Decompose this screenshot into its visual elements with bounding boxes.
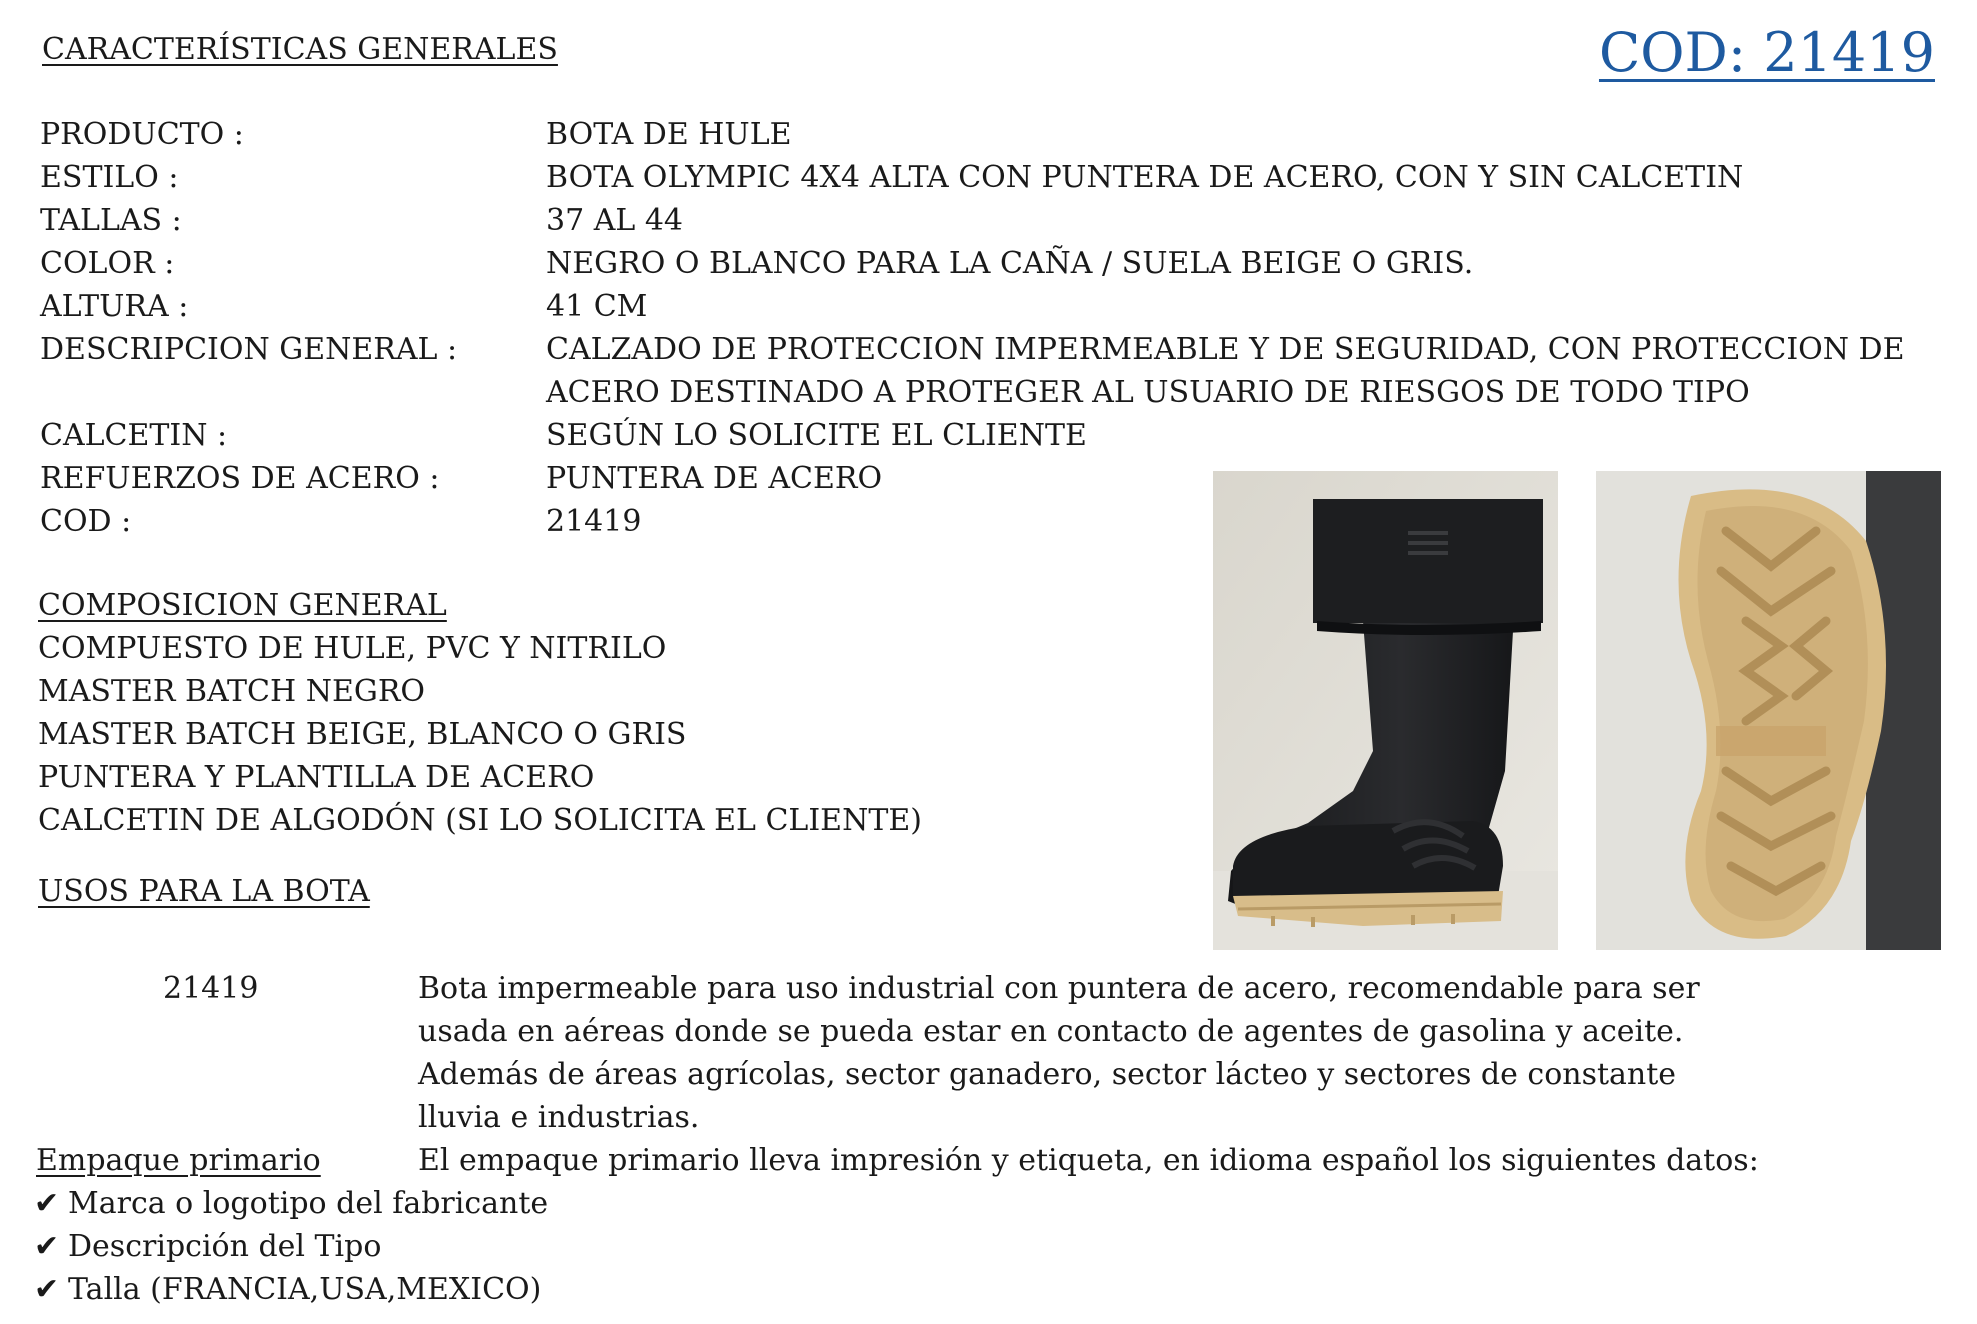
spec-value: 41 CM — [546, 289, 648, 324]
spec-value: BOTA OLYMPIC 4X4 ALTA CON PUNTERA DE ACERO, CON Y SIN CALCETIN — [546, 160, 1744, 195]
spec-value: 21419 — [546, 504, 642, 539]
spec-label: CALCETIN : — [40, 418, 228, 453]
spec-value: PUNTERA DE ACERO — [546, 461, 883, 496]
packaging-item-text: Talla (FRANCIA,USA,MEXICO) — [68, 1272, 542, 1307]
spec-value: NEGRO O BLANCO PARA LA CAÑA / SUELA BEIGE O GRIS. — [546, 246, 1474, 281]
packaging-item-text: Marca o logotipo del fabricante — [68, 1186, 549, 1221]
uses-title: USOS PARA LA BOTA — [38, 874, 370, 909]
spec-label: TALLAS : — [40, 203, 182, 238]
spec-label: ALTURA : — [40, 289, 189, 324]
boot-sole-photo — [1596, 471, 1941, 950]
checkmark-icon: ✔ — [34, 1186, 60, 1221]
section-title-general: CARACTERÍSTICAS GENERALES — [42, 32, 558, 67]
spec-label: COLOR : — [40, 246, 175, 281]
packaging-intro: El empaque primario lleva impresión y etiqueta, en idioma español los siguientes datos: — [418, 1143, 1759, 1178]
packaging-list-item — [34, 1225, 381, 1268]
spec-value: BOTA DE HULE — [546, 117, 792, 152]
spec-value: SEGÚN LO SOLICITE EL CLIENTE — [546, 418, 1087, 453]
spec-label: PRODUCTO : — [40, 117, 244, 152]
composition-item: MASTER BATCH NEGRO — [38, 674, 425, 709]
spec-label: ESTILO : — [40, 160, 179, 195]
spec-label: DESCRIPCION GENERAL : — [40, 332, 458, 367]
uses-description: Bota impermeable para uso industrial con puntera de acero, recomendable para ser usada en aéreas donde se pueda estar en contacto de agentes de gasolina y aceite. Además de áreas agrícolas, sector ganadero, sector lácteo y sectores de constante lluvia e industrias. — [418, 971, 1700, 1135]
spec-value-continued: ACERO DESTINADO A PROTEGER AL USUARIO DE RIESGOS DE TODO TIPO — [546, 375, 1750, 410]
spec-label: REFUERZOS DE ACERO : — [40, 461, 440, 496]
packaging-title: Empaque primario — [36, 1143, 321, 1178]
spec-label: COD : — [40, 504, 132, 539]
packaging-item-text: Descripción del Tipo — [68, 1229, 382, 1264]
packaging-list-item — [34, 1182, 548, 1225]
composition-title: COMPOSICION GENERAL — [38, 588, 447, 623]
spec-value: 37 AL 44 — [546, 203, 684, 238]
product-code-heading: COD: 21419 — [1598, 21, 1935, 84]
packaging-list-item — [34, 1268, 541, 1311]
composition-item: CALCETIN DE ALGODÓN (SI LO SOLICITA EL CLIENTE) — [38, 803, 922, 838]
spec-value: CALZADO DE PROTECCION IMPERMEABLE Y DE SEGURIDAD, CON PROTECCION DE — [546, 332, 1905, 367]
composition-item: COMPUESTO DE HULE, PVC Y NITRILO — [38, 631, 667, 666]
uses-code: 21419 — [163, 971, 259, 1006]
composition-item: PUNTERA Y PLANTILLA DE ACERO — [38, 760, 595, 795]
composition-item: MASTER BATCH BEIGE, BLANCO O GRIS — [38, 717, 687, 752]
checkmark-icon: ✔ — [34, 1272, 60, 1307]
boot-side-photo — [1213, 471, 1558, 950]
checkmark-icon: ✔ — [34, 1229, 60, 1264]
